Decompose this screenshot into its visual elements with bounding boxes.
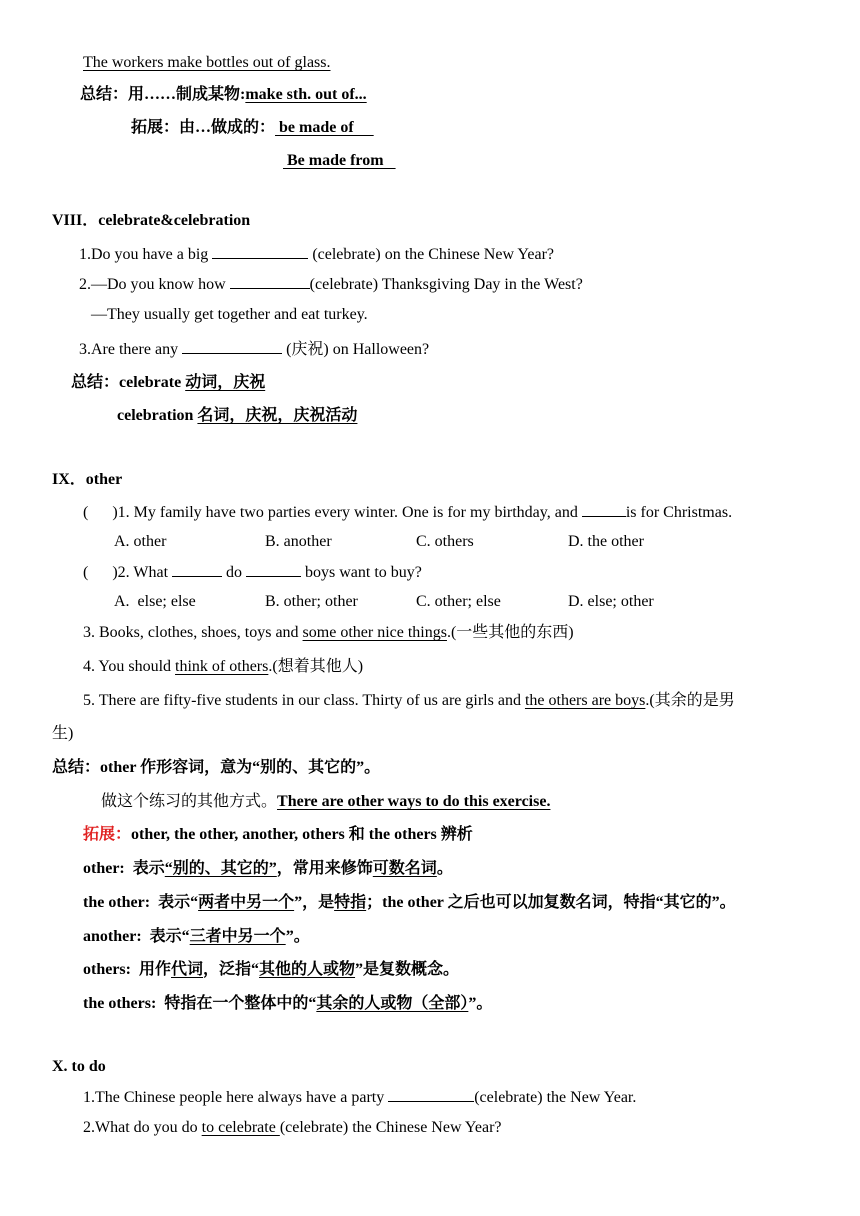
s9-extend xyxy=(83,825,473,845)
s9-q2-mid: do xyxy=(222,564,247,581)
answer-blank[interactable] xyxy=(246,562,301,577)
def-label: other: 表示 xyxy=(83,860,165,877)
s8-question-1 xyxy=(79,244,554,265)
s8-sum2-label: celebration xyxy=(117,407,198,424)
sum-ex-underlined: There are other ways to do this exercise. xyxy=(277,793,551,810)
e5-underlined: the others are boys xyxy=(524,692,646,709)
option-b[interactable]: B. other; other xyxy=(265,593,358,610)
s10-question-2 xyxy=(83,1118,502,1138)
s10-q1-tail: (celebrate) the New Year. xyxy=(474,1089,637,1106)
s9-example-5-cont: 生) xyxy=(52,725,74,742)
s9-example-3 xyxy=(83,623,574,643)
e3-tail: .(一些其他的东西) xyxy=(446,624,574,641)
s10-q2-tail: (celebrate) the Chinese New Year? xyxy=(279,1119,502,1136)
extend-value-1: be made of xyxy=(275,119,374,136)
e4-text: 4. You should xyxy=(83,658,176,675)
e4-tail: .(想着其他人) xyxy=(268,658,364,675)
s8-summary-2 xyxy=(117,406,357,426)
def-label: the other: 表示“ xyxy=(83,894,199,911)
def-underlined: 可数名词 xyxy=(372,860,437,877)
option-a[interactable]: A. other xyxy=(114,533,167,550)
def-text: ，泛指“ xyxy=(203,961,260,978)
e3-text: 3. Books, clothes, shoes, toys and xyxy=(83,624,303,641)
s10-q2-text: 2.What do you do xyxy=(83,1119,202,1136)
extend-label: 拓展：由…做成的： xyxy=(131,119,276,136)
e5-text: 5. There are fifty-five students in our class. Thirty of us are girls and xyxy=(83,692,525,709)
s8-sum1-label: 总结：celebrate xyxy=(71,374,186,391)
def-text: ，常用来修饰 xyxy=(276,860,373,877)
def-others xyxy=(83,960,459,980)
s8-q3-text: 3.Are there any xyxy=(79,341,183,358)
s8-q1-text: 1.Do you have a big xyxy=(79,246,213,263)
s10-q1-text: 1.The Chinese people here always have a party xyxy=(83,1089,389,1106)
s9-q1-text: ( )1. My family have two parties every winter. One is for my birthday, and xyxy=(83,504,582,521)
s9-question-1 xyxy=(83,502,732,523)
s9-q1-tail: is for Christmas. xyxy=(625,504,733,521)
def-underlined: 三者中另一个 xyxy=(189,928,286,945)
s8-q2-text: 2.—Do you know how xyxy=(79,276,230,293)
def-underlined: 特指 xyxy=(334,894,367,911)
s9-summary-example xyxy=(101,792,550,812)
def-other xyxy=(83,859,453,879)
def-underlined: 代词 xyxy=(171,961,204,978)
answer-blank[interactable] xyxy=(212,244,308,259)
option-d[interactable]: D. else; other xyxy=(568,593,654,610)
summary-line xyxy=(80,85,367,105)
def-the-other xyxy=(83,893,736,913)
s9-q2-options xyxy=(0,592,860,612)
s8-sum1-value: 动词，庆祝 xyxy=(185,374,266,391)
s9-q2-text: ( )2. What xyxy=(83,564,173,581)
def-underlined: 两者中另一个 xyxy=(198,894,295,911)
def-text: ”，是 xyxy=(294,894,335,911)
def-label: the others: 特指在一个整体中的“ xyxy=(83,995,317,1012)
s8-summary-1 xyxy=(71,373,265,393)
option-d[interactable]: D. the other xyxy=(568,533,644,550)
summary-label: 总结：用……制成某物: xyxy=(80,86,246,103)
option-c[interactable]: C. others xyxy=(416,533,474,550)
s10-q2-underlined: to celebrate xyxy=(201,1119,280,1136)
def-text: ”是复数概念。 xyxy=(355,961,460,978)
s9-q2-tail: boys want to buy? xyxy=(301,564,422,581)
s8-q3-tail: (庆祝) on Halloween? xyxy=(282,341,430,358)
s9-question-2 xyxy=(83,562,422,583)
answer-blank[interactable] xyxy=(582,502,626,517)
extend-title: other, the other, another, others 和 the others 辨析 xyxy=(131,826,473,843)
s8-question-2 xyxy=(79,274,583,295)
def-underlined: 其他的人或物 xyxy=(259,961,356,978)
section-10-heading: X. to do xyxy=(52,1058,106,1075)
extend-red-label: 拓展： xyxy=(83,826,132,843)
answer-blank[interactable] xyxy=(172,562,222,577)
s8-question-3 xyxy=(79,339,429,360)
def-label: another: 表示“ xyxy=(83,928,190,945)
extend-value-2: Be made from xyxy=(283,152,396,169)
s9-q1-options xyxy=(0,532,860,552)
s10-question-1 xyxy=(83,1087,636,1108)
s8-sum2-value: 名词，庆祝，庆祝活动 xyxy=(197,407,358,424)
def-text: ；the other 之后也可以加复数名词，特指“其它的”。 xyxy=(366,894,736,911)
def-text: ”。 xyxy=(285,928,310,945)
def-text: 。 xyxy=(436,860,453,877)
s9-example-5 xyxy=(83,691,735,711)
option-c[interactable]: C. other; else xyxy=(416,593,501,610)
answer-blank[interactable] xyxy=(388,1087,474,1102)
s8-q2-tail: (celebrate) Thanksgiving Day in the West? xyxy=(309,276,583,293)
s9-summary: 总结：other 作形容词，意为“别的、其它的”。 xyxy=(52,759,381,776)
section-9-heading: IX．other xyxy=(52,471,123,488)
e4-underlined: think of others xyxy=(175,658,269,675)
def-the-others xyxy=(83,994,492,1014)
def-underlined: “别的、其它的” xyxy=(164,860,277,877)
e3-underlined: some other nice things xyxy=(302,624,447,641)
def-underlined: 其余的人或物（全部） xyxy=(316,995,469,1012)
def-label: others: 用作 xyxy=(83,961,171,978)
s8-q2-answer: —They usually get together and eat turkey. xyxy=(91,306,368,323)
summary-value: make sth. out of... xyxy=(245,86,367,103)
def-text: ”。 xyxy=(468,995,493,1012)
answer-blank[interactable] xyxy=(182,339,282,354)
sum-ex-text: 做这个练习的其他方式。 xyxy=(101,793,278,810)
def-another xyxy=(83,927,310,947)
option-a[interactable]: A. else; else xyxy=(114,593,196,610)
e5-tail: .(其余的是男 xyxy=(645,692,735,709)
section-8-heading: VIII．celebrate&celebration xyxy=(52,212,251,229)
s9-example-4 xyxy=(83,657,363,677)
example-sentence: The workers make bottles out of glass. xyxy=(83,54,331,71)
extend-line xyxy=(131,118,374,138)
option-b[interactable]: B. another xyxy=(265,533,332,550)
s8-q1-tail: (celebrate) on the Chinese New Year? xyxy=(308,246,554,263)
answer-blank[interactable] xyxy=(230,274,310,289)
